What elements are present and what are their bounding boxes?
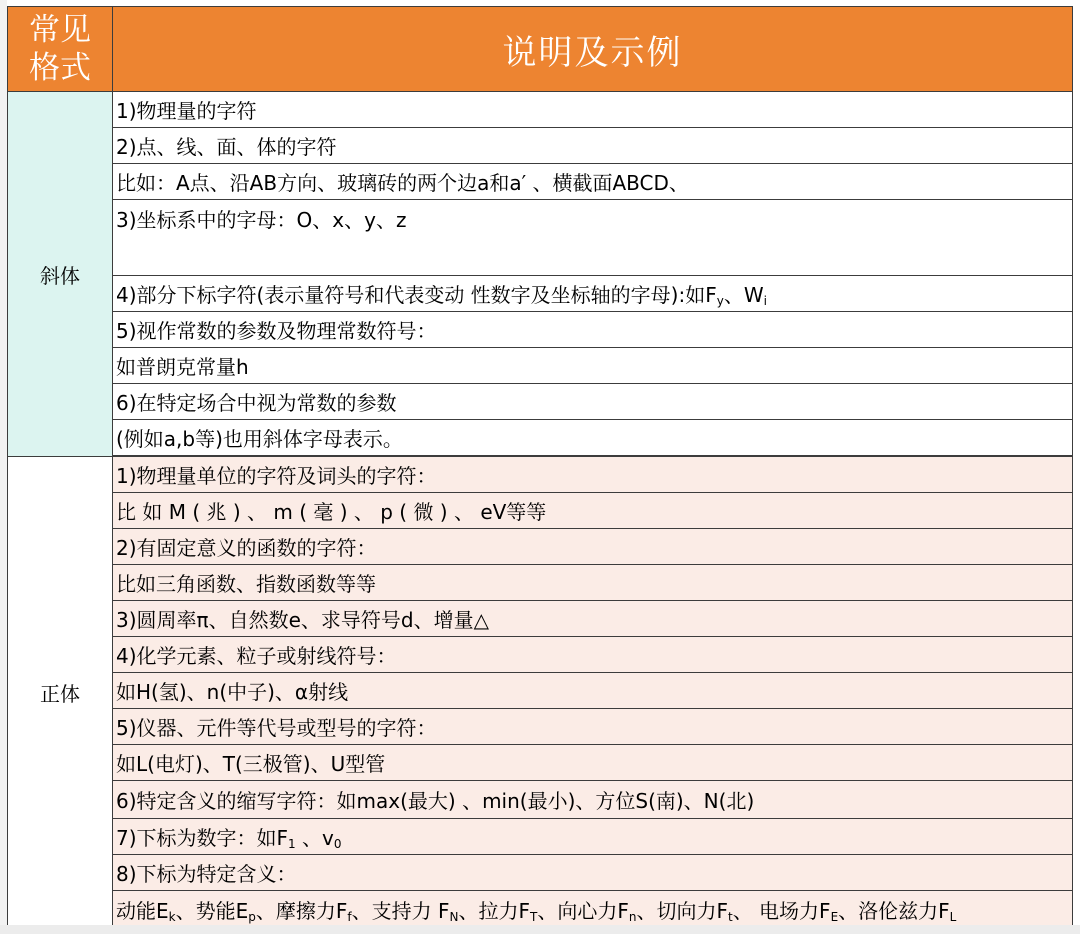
subscript: i (763, 294, 767, 308)
table-row (8, 601, 1073, 637)
force-term-4: 、拉力F (458, 899, 530, 923)
table-row (8, 493, 1073, 529)
subscript: 0 (333, 837, 342, 851)
upright-group (8, 457, 1073, 929)
table-row (8, 200, 1073, 276)
cell-upright-8[interactable]: 5)仪器、元件等代号或型号的字符： (113, 709, 1073, 745)
table-row (8, 529, 1073, 565)
cell-italic-1[interactable]: 1)物理量的字符 (113, 92, 1073, 128)
cell-upright-6[interactable]: 4)化学元素、粒子或射线符号： (113, 637, 1073, 673)
table-row (8, 420, 1073, 456)
cell-upright-5[interactable]: 3)圆周率π、自然数e、求导符号d、增量△ (113, 601, 1073, 637)
subscript: k (168, 910, 176, 924)
force-term-7: 、 电场力F (732, 899, 831, 923)
force-term-0: 动能E (116, 899, 169, 923)
cell-upright-12[interactable]: 8)下标为特定含义： (113, 855, 1073, 891)
cell-upright-3[interactable]: 2)有固定意义的函数的字符： (113, 529, 1073, 565)
cell-upright-10[interactable]: 6)特定含义的缩写字符：如max(最大) 、min(最小)、方位S(南)、N(北) (113, 781, 1073, 819)
cell-upright-2[interactable]: 比 如 M ( 兆 ) 、 m ( 毫 ) 、 p ( 微 ) 、 eV等等 (113, 493, 1073, 529)
cell-italic-5-mid: 、W (723, 283, 764, 307)
table-row (8, 312, 1073, 348)
force-term-3: 、支持力 F (351, 899, 450, 923)
table-row (8, 276, 1073, 312)
table-row (8, 709, 1073, 745)
header-description[interactable]: 说明及示例 (113, 7, 1073, 92)
cell-upright-11-text: 7)下标为数字：如F (116, 826, 289, 850)
cell-upright-9[interactable]: 如L(电灯)、T(三极管)、U型管 (113, 745, 1073, 781)
cell-upright-13[interactable] (113, 891, 1073, 929)
header-format[interactable] (8, 7, 113, 92)
table-row (8, 781, 1073, 819)
cell-italic-4[interactable]: 3)坐标系中的字母：O、x、y、z (113, 200, 1073, 276)
cell-upright-11[interactable] (113, 819, 1073, 855)
subscript: y (716, 294, 724, 308)
category-upright[interactable]: 正体 (8, 457, 113, 929)
table-row (8, 164, 1073, 200)
table-row (8, 855, 1073, 891)
subscript: t (727, 910, 733, 924)
table-row (8, 128, 1073, 164)
header-row (8, 7, 1073, 92)
category-italic[interactable]: 斜体 (8, 92, 113, 457)
table-row (8, 457, 1073, 493)
force-term-1: 、势能E (175, 899, 249, 923)
force-term-8: 、洛伦兹力F (838, 899, 950, 923)
header-format-line1: 常见 (29, 12, 91, 48)
cell-italic-5-text: 4)部分下标字符(表示量符号和代表变动 性数字及坐标轴的字母):如F (116, 283, 717, 307)
table-row (8, 565, 1073, 601)
subscript: 1 (288, 837, 296, 851)
table-row (8, 92, 1073, 128)
table-row (8, 745, 1073, 781)
cell-italic-8[interactable]: 6)在特定场合中视为常数的参数 (113, 384, 1073, 420)
table-row (8, 637, 1073, 673)
subscript: f (347, 910, 352, 924)
subscript: n (628, 910, 637, 924)
subscript: E (830, 910, 839, 924)
force-term-2: 、摩擦力F (255, 899, 348, 923)
cell-italic-2[interactable]: 2)点、线、面、体的字符 (113, 128, 1073, 164)
cell-upright-11-mid: 、v (295, 826, 334, 850)
cell-italic-6[interactable]: 5)视作常数的参数及物理常数符号： (113, 312, 1073, 348)
subscript: N (449, 910, 459, 924)
table-row (8, 384, 1073, 420)
cell-italic-3[interactable]: 比如：A点、沿AB方向、玻璃砖的两个边a和a′ 、横截面ABCD、 (113, 164, 1073, 200)
sheet-bottom-edge (0, 925, 1080, 934)
table-row (8, 348, 1073, 384)
subscript: L (949, 910, 957, 924)
format-table (7, 6, 1073, 929)
subscript: p (248, 910, 256, 924)
table-row (8, 891, 1073, 929)
cell-upright-7[interactable]: 如H(氢)、n(中子)、α射线 (113, 673, 1073, 709)
force-term-6: 、切向力F (636, 899, 728, 923)
subscript: T (529, 910, 538, 924)
cell-italic-9[interactable]: (例如a,b等)也用斜体字母表示。 (113, 420, 1073, 456)
cell-italic-7[interactable]: 如普朗克常量h (113, 348, 1073, 384)
cell-italic-5[interactable] (113, 276, 1073, 312)
table-row (8, 673, 1073, 709)
table-row (8, 819, 1073, 855)
force-term-5: 、向心力F (537, 899, 629, 923)
header-format-line2: 格式 (29, 50, 91, 86)
cell-upright-1[interactable]: 1)物理量单位的字符及词头的字符： (113, 457, 1073, 493)
cell-upright-4[interactable]: 比如三角函数、指数函数等等 (113, 565, 1073, 601)
italic-group (8, 92, 1073, 457)
